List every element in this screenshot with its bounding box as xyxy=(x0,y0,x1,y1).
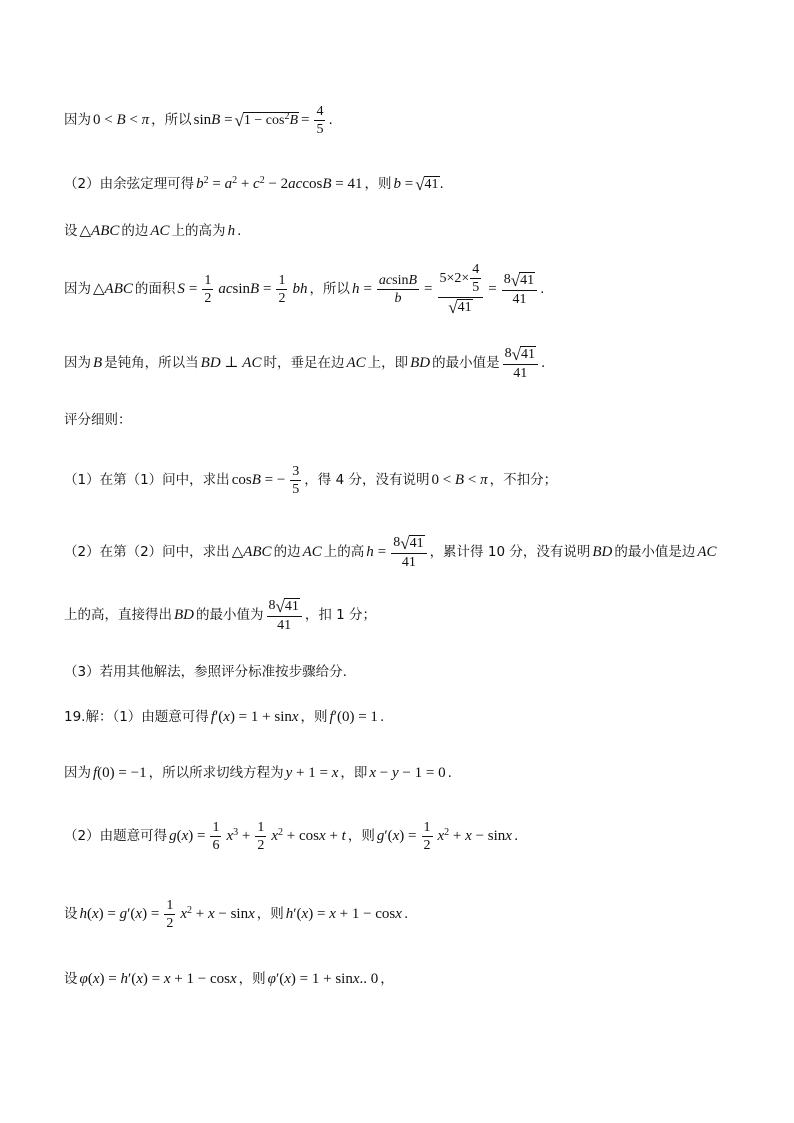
math-fraction: $\frac{3}{5}$ xyxy=(292,464,300,498)
text: ，得 4 分，没有说明 xyxy=(304,472,430,489)
solution-line-4: 因为 △ABC 的面积 S = $\frac{1}{2}$ acsinB = $\frac{1}{2}$ bh ，所以 h = $\frac{acsinB}{b}$ = 5×2× $\frac{4}{5}$ √ 41 = 8 √ 41 41 . xyxy=(64,262,545,317)
scoring-rule-2: （2）在第（2）问中，求出 △ABC 的边 AC 上的高 h = 8 √ 41 41 ，累计得 10 分，没有说明 BD 的最小值是边 AC xyxy=(64,534,717,570)
math-fraction: $\frac{1}{2}$ xyxy=(257,820,265,854)
scoring-header xyxy=(64,414,734,428)
math-fraction: $\frac{1}{2}$ xyxy=(423,820,431,854)
text: ，所以所求切线方程为 xyxy=(148,764,284,781)
text: . xyxy=(513,828,519,845)
text: 时，垂足在边 xyxy=(263,354,345,371)
math-fraction: $\frac{1}{2}$ xyxy=(204,272,212,307)
text: ，即 xyxy=(340,764,368,781)
text: ，累计得 10 分，没有说明 xyxy=(429,543,591,560)
text: 因为 xyxy=(64,354,91,371)
math-sqrt: √ $1 - \cos^2B$ xyxy=(234,111,298,131)
text: ，所以 xyxy=(309,280,350,297)
text: （2）由题意可得 xyxy=(64,828,168,845)
text: ，不扣分； xyxy=(489,472,558,489)
math-cosine-law: $b^2 = a^2 + c^2 - 2accosB = 41$ xyxy=(196,175,363,192)
text: （2）由余弦定理可得 xyxy=(64,175,195,192)
text: 设 xyxy=(64,906,78,923)
text: 设 xyxy=(64,970,78,987)
math-fraction: 8 √ 41 41 xyxy=(503,346,538,381)
text: ，则 xyxy=(347,828,375,845)
text: 上，即 xyxy=(367,354,409,371)
math-fraction: 8 √ 41 41 xyxy=(502,272,537,307)
problem-19-line-5: 设 φ(x) = h′(x) = x + 1 − cosx ，则 φ′(x) = 1 + sinx.. 0 ， xyxy=(64,970,394,987)
scoring-rule-1: （1）在第（1）问中，求出 cosB = − $\frac{3}{5}$ ，得 4 分，没有说明 0 < B < π ，不扣分； xyxy=(64,464,558,498)
text: . xyxy=(447,764,452,781)
text: 的最小值是边 xyxy=(614,543,696,560)
text: ，则 xyxy=(300,708,328,725)
solution-line-1: 因为 0 < B < π ，所以 sinB = √ $1 - \cos^2B$ = $\frac{4}{5}$ . xyxy=(64,104,333,138)
text: （3）若用其他解法，参照评分标准按步骤给分. xyxy=(64,664,347,680)
text: 因为 xyxy=(64,112,91,129)
problem-19-line-1: 19.解：（1）由题意可得 f′(x) = 1 + sinx ，则 f′(0) = 1 . xyxy=(64,708,385,725)
problem-19-line-4: 设 h(x) = g′(x) = $\frac{1}{2}$ $x^2 + x - \sin x$ ，则 h′(x) = x + 1 − cosx . xyxy=(64,898,409,932)
text: . xyxy=(379,708,385,725)
math-fraction: $\frac{1}{2}$ xyxy=(166,898,174,932)
text: 上的高为 xyxy=(171,222,226,239)
text: 的边 xyxy=(273,543,301,560)
text: （1）在第（1）问中，求出 xyxy=(64,472,230,489)
math-fraction: 8 √ 41 41 xyxy=(267,598,302,633)
math-fraction-compound: 5×2× $\frac{4}{5}$ √ 41 xyxy=(438,262,484,317)
scoring-rule-2-cont: 上的高，直接得出 BD 的最小值为 8 √ 41 41 ，扣 1 分； xyxy=(64,597,377,633)
math-range-B: 0 < B < π xyxy=(93,112,150,129)
scoring-rule-3 xyxy=(64,666,734,680)
math-fraction: $\frac{1}{6}$ xyxy=(212,820,220,854)
text: . xyxy=(540,354,546,371)
math-fraction: 8 √ 41 41 xyxy=(391,535,426,570)
text: 是钝角，所以当 xyxy=(104,354,199,371)
math-fraction: $\frac{1}{2}$ xyxy=(278,272,286,307)
text: . xyxy=(403,906,409,923)
text: 上的高 xyxy=(323,543,365,560)
solution-line-2: （2）由余弦定理可得 $b^2 = a^2 + c^2 - 2accosB = 41$ ，则 b = √ 41 . xyxy=(64,175,444,194)
text: . xyxy=(439,175,444,192)
text: ，则 xyxy=(256,906,284,923)
math-fraction: $\frac{acsinB}{b}$ xyxy=(378,272,418,307)
math-sqrt: √ 41 xyxy=(415,175,439,194)
text: 19.解：（1）由题意可得 xyxy=(64,708,209,725)
solution-line-5: 因为 B 是钝角，所以当 BD ⊥ AC 时，垂足在边 AC 上，即 BD 的最小值是 8 √ 41 41 . xyxy=(64,345,546,381)
problem-19-line-3: （2）由题意可得 g(x) = $\frac{1}{6}$ $x^3$ + $\frac{1}{2}$ $x^2 + \cos x + t$ ，则 g′(x) = $\frac{1}{2}$ $x^2 + x - \sin x$ . xyxy=(64,820,519,854)
text: ，所以 xyxy=(151,112,192,129)
text: 评分细则： xyxy=(64,412,132,428)
text: ，则 xyxy=(238,970,266,987)
text: 设 xyxy=(64,222,78,239)
text: ，则 xyxy=(364,175,392,192)
text: 上的高，直接得出 xyxy=(64,606,172,623)
text: 因为 xyxy=(64,764,91,781)
text: 因为 xyxy=(64,280,91,297)
text: ，扣 1 分； xyxy=(304,606,377,623)
text: 的面积 xyxy=(134,280,176,297)
text: （2）在第（2）问中，求出 xyxy=(64,543,230,560)
math-fraction: $\frac{4}{5}$ xyxy=(316,104,324,138)
text: . xyxy=(328,112,333,129)
math-sinB: sinB = xyxy=(193,112,233,129)
text: 的最小值是 xyxy=(432,354,500,371)
solution-line-3: 设 △ABC 的边 AC 上的高为 h . xyxy=(64,222,242,239)
text: ， xyxy=(380,970,394,987)
text: . xyxy=(237,222,242,239)
text: . xyxy=(540,280,545,297)
text: 的最小值为 xyxy=(196,606,264,623)
problem-19-line-2: 因为 f(0) = −1 ，所以所求切线方程为 y + 1 = x ，即 x − y − 1 = 0 . xyxy=(64,764,452,781)
text: 的边 xyxy=(121,222,149,239)
